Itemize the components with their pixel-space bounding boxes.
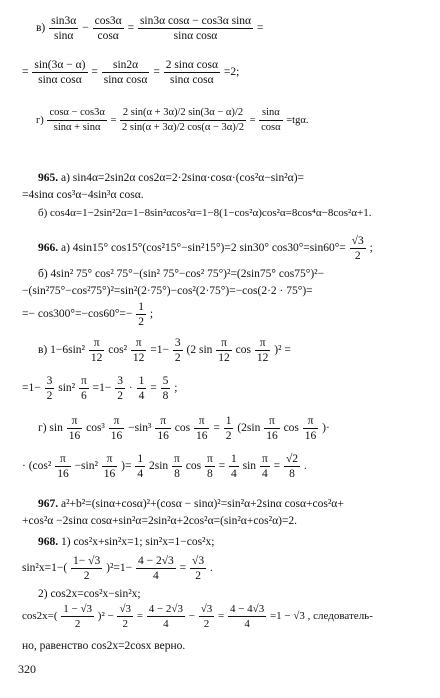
numerator: 3 xyxy=(174,337,181,349)
text-run: cos xyxy=(280,422,302,435)
numerator: 1 − √3 xyxy=(63,603,93,615)
numerator: 4 − 2√3 xyxy=(148,603,183,615)
text-run: =− cos300°=−cos60°=− xyxy=(22,308,136,321)
denominator: sinα cosα xyxy=(38,74,82,86)
fraction xyxy=(79,374,89,403)
denominator: 2 xyxy=(354,250,361,262)
text-run: ; xyxy=(147,308,154,321)
denominator: 2 xyxy=(46,390,53,402)
numerator: √3 xyxy=(351,235,364,247)
text-run: )² − xyxy=(95,610,117,623)
exercise-965-line xyxy=(38,172,304,184)
text-run: −(sin²75°−cos²75°)²=sin²(2·75°)−cos²(2·75°)=−cos(2·2 · 75°)= xyxy=(22,285,313,297)
numerator: π xyxy=(303,414,319,429)
denominator: 12 xyxy=(256,352,269,364)
fraction xyxy=(260,452,270,481)
denominator: sinα cosα xyxy=(170,74,214,86)
numerator: sin3α xyxy=(51,15,77,27)
page-number: 320 xyxy=(18,662,36,676)
denominator: 4 xyxy=(137,468,144,480)
fraction xyxy=(194,414,210,443)
numerator: 5 xyxy=(162,375,169,387)
text-run: a²+b²=(sinα+cosα)²+(cosα − sinα)²=sin²α+2sinα cosα+cos²α+ xyxy=(58,498,344,510)
numerator: sin3α cosα − cos3α sinα xyxy=(139,15,252,27)
fraction xyxy=(172,452,182,481)
numerator: 1 xyxy=(138,375,145,387)
text-run: а) 4sin15° cos15°(cos²15°−sin²15°)=2 sin30° cos30°=sin60°= xyxy=(58,242,349,255)
fraction xyxy=(164,58,220,87)
numerator: 3 xyxy=(117,375,124,387)
denominator: 2 xyxy=(203,618,210,630)
numerator: 4 − 2√3 xyxy=(137,555,174,567)
fraction xyxy=(117,602,133,631)
text-run: ; xyxy=(171,382,178,395)
fraction xyxy=(259,106,283,135)
text-run: = xyxy=(210,422,223,435)
numerator: 4 − 4√3 xyxy=(229,603,265,615)
text-run: = xyxy=(150,66,163,79)
text-run: но, равенство cos2x=2cosx верно. xyxy=(22,640,186,652)
denominator: 16 xyxy=(110,430,123,442)
denominator: 4 xyxy=(261,468,268,480)
text-run: =1− xyxy=(147,344,172,357)
exercise-number: 967. xyxy=(38,498,59,510)
text-run: =1− xyxy=(89,382,115,395)
numerator: π xyxy=(89,336,105,351)
text-run: (2sin xyxy=(234,422,264,435)
fraction xyxy=(32,58,87,87)
numerator: π xyxy=(67,414,83,429)
fraction xyxy=(55,452,71,481)
numerator: √3 xyxy=(192,555,205,567)
fraction xyxy=(102,452,118,481)
numerator: cos3α xyxy=(94,15,122,27)
text-run: 1) cos²x+sin²x=1; sin²x=1−cos²x; xyxy=(58,536,215,548)
denominator: 4 xyxy=(163,618,169,630)
exercise-967-line xyxy=(38,498,344,510)
text-run: cos³ xyxy=(83,422,108,435)
denominator: 16 xyxy=(304,430,317,442)
fraction xyxy=(350,234,366,263)
fraction xyxy=(47,106,106,135)
text-run: б) cos4α=1−2sin²2α=1−8sin²αcos²α=1−8(1−cos²α)cos²α=8cos⁴α−8cos²α+1. xyxy=(38,207,372,219)
math-line xyxy=(38,336,291,365)
denominator: sinα cosα xyxy=(173,30,218,42)
fraction xyxy=(216,336,232,365)
denominator: 12 xyxy=(218,352,230,364)
numerator: π xyxy=(155,414,171,429)
text-run: 2) cos2x=cos²x−sin²x; xyxy=(38,588,141,600)
math-line xyxy=(22,285,313,297)
text-run: = xyxy=(124,22,137,35)
denominator: 16 xyxy=(57,468,69,480)
numerator: π xyxy=(102,452,118,467)
text-run: ; xyxy=(366,242,373,255)
numerator: π xyxy=(206,453,213,465)
denominator: 16 xyxy=(103,468,116,480)
math-line xyxy=(38,207,372,219)
fraction xyxy=(138,14,253,43)
fraction xyxy=(71,554,102,583)
denominator: 4 xyxy=(231,468,237,480)
denominator: 16 xyxy=(68,430,81,442)
fraction xyxy=(102,58,150,87)
denominator: 12 xyxy=(90,352,103,364)
denominator: 4 xyxy=(244,618,250,630)
math-line xyxy=(38,588,141,600)
text-run: cos xyxy=(232,344,254,357)
numerator: √3 xyxy=(119,603,131,615)
math-line xyxy=(22,189,144,201)
text-run: +cos²α −2sinα cosα+sin²α=2sin²α+2cos²α=(sin²α+cos²α)=2. xyxy=(22,515,298,527)
denominator: 2 xyxy=(83,570,90,582)
text-run: · xyxy=(126,382,136,395)
text-run: г) xyxy=(36,114,47,126)
text-run: =4sinα cos³α−4sin³α cosα. xyxy=(22,189,144,201)
numerator: sin2α xyxy=(102,58,150,73)
numerator: π xyxy=(55,452,71,467)
numerator: π xyxy=(264,414,280,429)
numerator: π xyxy=(261,453,268,465)
text-run: · (cos² xyxy=(22,460,55,473)
text-run: )² = xyxy=(271,344,291,357)
fraction xyxy=(224,414,234,443)
math-line xyxy=(22,640,185,652)
text-run: )= xyxy=(118,460,135,473)
denominator: 16 xyxy=(195,430,208,442)
denominator: sinα + sinα xyxy=(53,122,101,133)
denominator: 8 xyxy=(289,468,295,480)
text-run: . xyxy=(207,562,213,575)
fraction xyxy=(136,554,176,583)
numerator: π xyxy=(255,336,271,351)
text-run: в) 1−6sin² xyxy=(38,344,88,357)
fraction xyxy=(109,414,125,443)
numerator: √3 xyxy=(200,603,213,615)
math-line xyxy=(22,58,239,87)
denominator: 2 sin(α + 3α)/2 cos(α − 3α)/2 xyxy=(122,122,244,133)
numerator: 3 xyxy=(46,375,53,387)
denominator: 8 xyxy=(174,468,180,480)
denominator: 2 xyxy=(195,570,201,582)
fraction xyxy=(67,414,83,443)
fraction xyxy=(303,414,319,443)
exercise-number: 966. xyxy=(38,242,59,255)
fraction xyxy=(89,336,105,365)
denominator: 2 xyxy=(138,316,145,328)
text-run: − xyxy=(185,610,198,623)
fraction xyxy=(173,336,183,365)
text-run: =tgα. xyxy=(283,114,309,126)
text-run: −sin² xyxy=(71,460,101,473)
numerator: cosα − cos3α xyxy=(47,106,106,121)
text-run: sin xyxy=(239,460,259,473)
denominator: sinα cosα xyxy=(103,74,148,86)
fraction xyxy=(135,452,145,481)
denominator: 12 xyxy=(132,352,145,364)
text-run: sin²x=1−( xyxy=(22,562,71,575)
denominator: 2 xyxy=(174,352,181,364)
text-run: = xyxy=(254,22,264,35)
fraction xyxy=(45,374,55,403)
numerator: 1 xyxy=(138,301,145,313)
math-line xyxy=(22,452,307,481)
fraction xyxy=(137,374,147,403)
math-line xyxy=(22,515,297,527)
exercise-number: 965. xyxy=(38,172,59,184)
text-run: − xyxy=(79,22,92,35)
fraction xyxy=(61,602,94,631)
text-run: )· xyxy=(319,422,330,435)
fraction xyxy=(155,414,171,443)
denominator: 2 xyxy=(117,390,124,402)
text-run: sin² xyxy=(55,382,78,395)
text-run: = xyxy=(147,382,160,395)
fraction xyxy=(131,336,147,365)
denominator: 2 xyxy=(225,430,232,442)
fraction xyxy=(264,414,280,443)
numerator: π xyxy=(174,453,180,465)
denominator: 8 xyxy=(162,390,169,402)
fraction xyxy=(205,452,215,481)
text-run: 2sin xyxy=(146,460,172,473)
fraction xyxy=(161,374,171,403)
denominator: cosα xyxy=(261,122,281,133)
math-line xyxy=(38,414,330,443)
fraction xyxy=(115,374,125,403)
text-run: −sin³ xyxy=(125,422,155,435)
numerator: π xyxy=(194,414,210,429)
math-line xyxy=(22,602,373,631)
fraction xyxy=(284,452,300,481)
denominator: 4 xyxy=(153,570,159,582)
numerator: π xyxy=(109,414,125,429)
denominator: 16 xyxy=(266,430,278,442)
text-run: =1− xyxy=(22,382,44,395)
math-line xyxy=(22,300,153,329)
text-run: = xyxy=(215,460,229,473)
numerator: π xyxy=(131,336,147,351)
text-run: = xyxy=(88,66,101,79)
text-run: г) sin xyxy=(38,422,66,435)
fraction xyxy=(229,452,239,481)
text-run: = xyxy=(107,114,120,126)
numerator: sin(3α − α) xyxy=(34,59,86,71)
math-line xyxy=(36,106,308,135)
numerator: π xyxy=(216,336,232,351)
exercise-number: 968. xyxy=(38,536,59,548)
fraction xyxy=(120,106,246,135)
numerator: 1 xyxy=(231,453,237,465)
denominator: 16 xyxy=(157,430,169,442)
fraction xyxy=(255,336,271,365)
numerator: 1 xyxy=(137,453,144,465)
fraction xyxy=(49,14,78,43)
denominator: 8 xyxy=(206,468,213,480)
text-run: (2 sin xyxy=(183,344,216,357)
numerator: 2 sin(α + 3α)/2 sin(3α − α)/2 xyxy=(120,106,246,121)
text-run: = xyxy=(22,66,32,79)
math-line xyxy=(22,554,213,583)
text-run: . xyxy=(301,460,307,473)
text-run: = xyxy=(246,114,259,126)
denominator: cosα xyxy=(97,30,119,42)
text-run: cos2x=( xyxy=(22,610,61,623)
fraction xyxy=(190,554,206,583)
text-run: = xyxy=(176,562,190,575)
text-run: cos xyxy=(182,460,204,473)
text-run: = xyxy=(270,460,283,473)
numerator: 1− √3 xyxy=(73,555,101,567)
math-line xyxy=(36,14,263,43)
exercise-968-line xyxy=(38,536,214,548)
text-run: = xyxy=(215,610,227,623)
text-run: в) xyxy=(36,22,49,35)
numerator: 2 sinα cosα xyxy=(165,59,218,71)
fraction xyxy=(147,602,185,631)
numerator: √2 xyxy=(286,453,299,465)
text-run: )²=1− xyxy=(103,562,135,575)
text-run: =2; xyxy=(221,66,240,79)
fraction xyxy=(199,602,215,631)
denominator: 2 xyxy=(122,618,128,630)
text-run: б) 4sin² 75° cos² 75°−(sin² 75°−cos² 75°)²=(2sin75° cos75°)²− xyxy=(38,268,325,280)
denominator: 6 xyxy=(81,390,87,402)
denominator: sinα xyxy=(54,30,74,42)
fraction xyxy=(136,300,146,329)
fraction xyxy=(93,14,124,43)
numerator: sinα xyxy=(259,106,283,121)
denominator: 4 xyxy=(138,390,145,402)
text-run: cos² xyxy=(105,344,130,357)
numerator: π xyxy=(80,375,87,387)
text-run: = xyxy=(134,610,146,623)
text-run: а) sin4α=2sin2α cos2α=2·2sinα·cosα·(cos²α−sin²α)= xyxy=(58,172,305,184)
numerator: 1 xyxy=(225,415,232,427)
text-run: =1 − √3 , следователь- xyxy=(267,610,373,623)
exercise-966-line xyxy=(38,234,373,263)
math-line xyxy=(22,374,177,403)
math-line xyxy=(38,268,324,280)
denominator: 2 xyxy=(74,618,81,630)
text-run: cos xyxy=(171,422,193,435)
fraction xyxy=(228,602,266,631)
